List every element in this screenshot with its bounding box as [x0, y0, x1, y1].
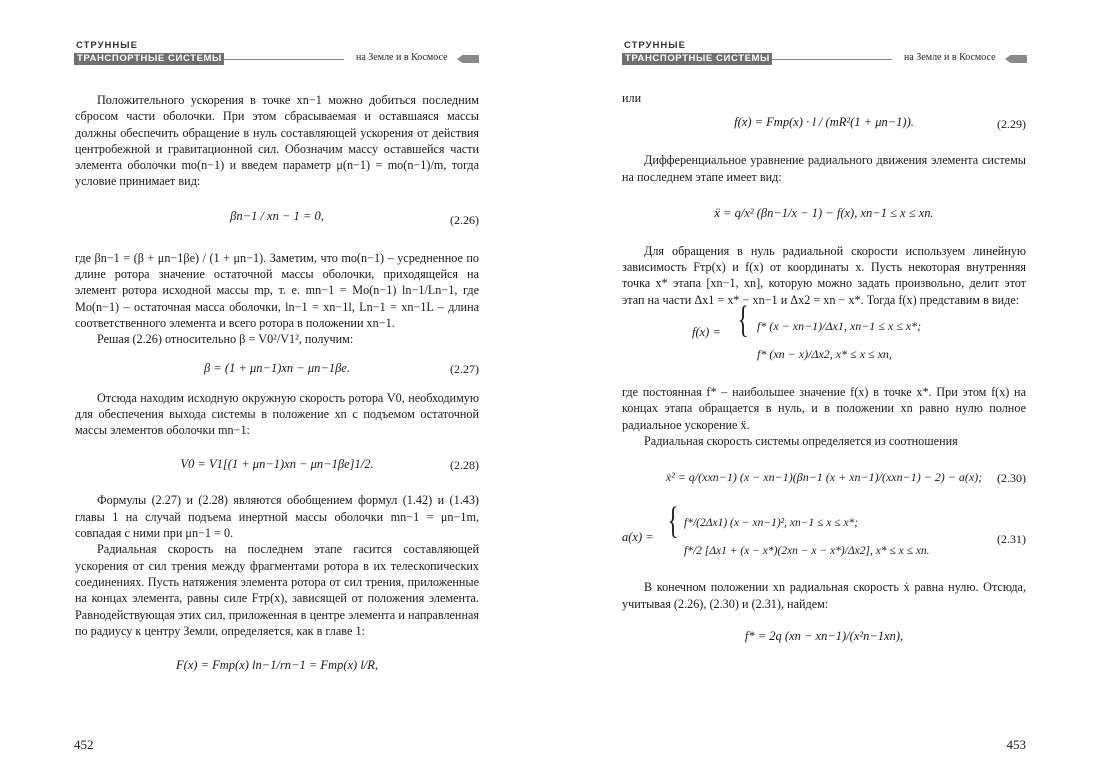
equation-case: f*/(2Δx1) (x − xn−1)², xn−1 ≤ x ≤ x*; [684, 517, 859, 530]
paragraph: Дифференциальное уравнение радиального движения элемента системы на последнем этапе имеет вид: [622, 153, 1026, 184]
series-title-band: ТРАНСПОРТНЫЕ СИСТЕМЫ >> [622, 53, 772, 65]
paragraph: где βn−1 = (β + μn−1βe) / (1 + μn−1). Заметим, что mo(n−1) – усредненное по длине ротора значение остаточной массы оболочки, приходящейся на элемент ротора исходной массы mp, т. е. mn−1 = Mo(n−1) ln−1/Ln−1, где Mo(n−1) – остаточная масса оболочки, ln−1 = xn−1l, Ln−1 = xn−1L – длина соответственного элемента и всего ротора в положении xn−1. [75, 250, 479, 330]
page-number: 452 [74, 737, 94, 752]
header-tab-marker [457, 55, 479, 63]
running-header [622, 40, 1027, 76]
equation-formula: ẋ² = q/(xxn−1) (x − xn−1)(βn−1 (x + xn−1)/(xxn−1) − 2) − a(x); [665, 470, 983, 485]
equation-number: (2.31) [997, 532, 1026, 547]
equation-formula: ẍ = q/x² (βn−1/x − 1) − f(x), xn−1 ≤ x ≤ xn. [714, 205, 934, 220]
piecewise-equation [622, 299, 1026, 376]
equation [622, 459, 1026, 499]
equation-formula: f* = 2q (xn − xn−1)/(x²n−1xn), [744, 628, 904, 643]
equation-lhs: f(x) = [692, 325, 721, 340]
brace-icon: { [737, 299, 749, 342]
paragraph: Радиальная скорость на последнем этапе гасится составляющей ускорения от сил трения между фрагментами ротора в их телескопических соединениях. Пусть натяжения элемента ротора от сил трения, приложенные на концах элемента, равны силе Fтр(x), зависящей от положения элемента. Равнодействующая этих сил, приложенная в центре элемента и направленная по радиусу к центру Земли, определяется, как в главе 1: [75, 542, 479, 638]
header-rule [224, 59, 344, 60]
equation [75, 200, 479, 240]
equation-lhs: a(x) = [622, 530, 654, 545]
paragraph: или [622, 91, 642, 105]
equation [622, 620, 1026, 654]
series-title-small: СТРУННЫЕ [624, 40, 686, 51]
paragraph: Радиальная скорость системы определяется из соотношения [644, 433, 958, 448]
equation [75, 448, 479, 482]
paragraph: Для обращения в нуль радиальной скорости используем линейную зависимость Fтр(x) и f(x) от координаты x. Пусть некоторая внутренняя точка x* этапа [xn−1, xn], которую можно задать произвольно, делит этот этап на части Δx1 = x* − xn−1 и Δx2 = xn − x*. Тогда f(x) представим в виде: [622, 243, 1026, 307]
series-subtitle: на Земле и в Космосе [904, 52, 996, 63]
equation [622, 108, 1026, 142]
equation-number: (2.27) [450, 361, 479, 376]
right-page [550, 0, 1100, 777]
equation-case: f* (x − xn−1)/Δx1, xn−1 ≤ x ≤ x*; [757, 319, 922, 334]
paragraph: Формулы (2.27) и (2.28) являются обобщением формул (1.42) и (1.43) главы 1 на случай подъема инертной массы оболочки mn−1 = μn−1m, совпадая с ними при μn−1 = 0. [75, 493, 479, 541]
equation [622, 197, 1026, 231]
header-rule [772, 59, 892, 60]
paragraph: Решая (2.26) относительно β = V0²/V1², получим: [97, 332, 354, 347]
equation-formula: βn−1 / xn − 1 = 0, [230, 208, 324, 223]
page-number: 453 [1006, 737, 1026, 752]
paragraph: где постоянная f* – наибольшее значение f(x) в точке x*. При этом f(x) на концах этапа обращается в нуль, и в положении xn равно нулю полное радиальное ускорение ẍ. [622, 385, 1026, 432]
equation-number: (2.26) [450, 212, 479, 227]
equation [75, 647, 479, 683]
equation-formula: V0 = V1[(1 + μn−1)xn − μn−1βe]1/2. [180, 457, 374, 472]
running-header [74, 40, 479, 76]
equation-formula: f(x) = Fтр(x) · l / (mR²(1 + μn−1)). [734, 115, 914, 130]
brace-icon: { [667, 500, 679, 543]
series-title-band: ТРАНСПОРТНЫЕ СИСТЕМЫ >> [74, 53, 224, 65]
equation-case: f* (xn − x)/Δx2, x* ≤ x ≤ xn, [757, 347, 892, 362]
series-title-small: СТРУННЫЕ [76, 40, 138, 51]
equation-number: (2.28) [450, 458, 479, 473]
series-subtitle: на Земле и в Космосе [356, 52, 448, 63]
header-tab-marker [1005, 55, 1027, 63]
left-page-body [75, 92, 479, 691]
equation-case: f*/2 [Δx1 + (x − x*)(2xn − x − x*)/Δx2], x* ≤ x ≤ xn. [684, 545, 930, 558]
equation-number: (2.29) [997, 117, 1026, 132]
right-page-body [622, 90, 1026, 662]
paragraph: В конечном положении xn радиальная скорость ẋ равна нулю. Отсюда, учитывая (2.26), (2.30) и (2.31), найдем: [622, 580, 1026, 611]
equation [75, 356, 479, 382]
equation-number: (2.30) [997, 471, 1026, 486]
paragraph: Положительного ускорения в точке xn−1 можно добиться последним сбросом части оболочки. При этом сбрасываемая и оставшаяся массы должны обеспечить обращение в нуль составляющей ускорения от действия центробежной и гравитационной сил. Обозначим массу оставшейся части элемента оболочки mo(n−1) и введем параметр μ(n−1) = mo(n−1)/m, тогда условие принимает вид: [75, 93, 479, 189]
equation-formula: F(x) = Fтр(x) ln−1/rn−1 = Fтр(x) l/R, [175, 658, 379, 673]
piecewise-equation [622, 500, 1026, 571]
equation-formula: β = (1 + μn−1)xn − μn−1βe. [204, 360, 350, 375]
paragraph: Отсюда находим исходную окружную скорость ротора V0, необходимую для обеспечения выхода системы в положение xn с подъемом остаточной массы элементов оболочки mn−1: [75, 390, 479, 438]
